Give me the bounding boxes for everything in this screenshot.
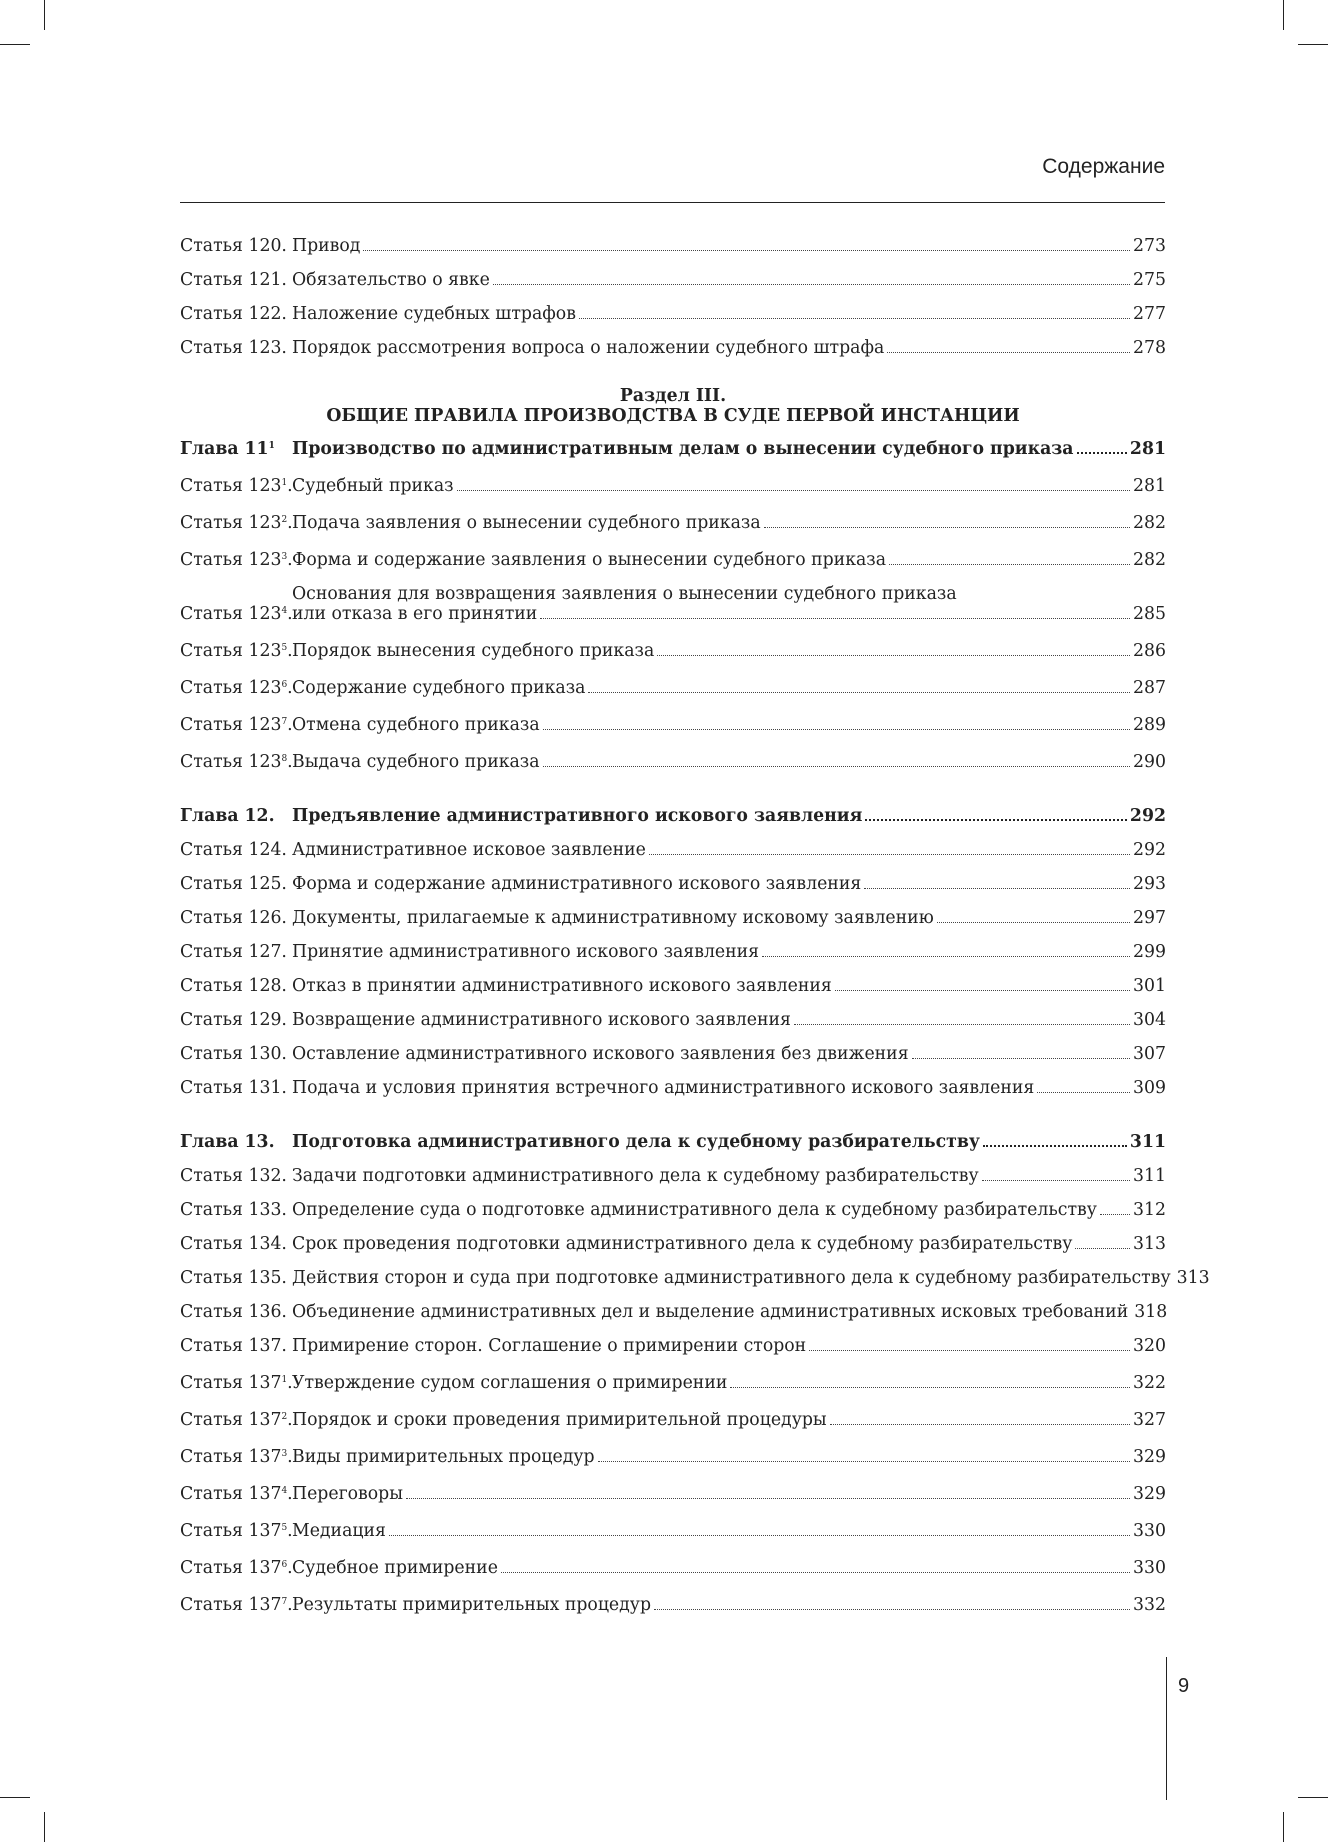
toc-entry[interactable] (180, 1592, 1166, 1615)
entry-title: Форма и содержание административного искового заявления (292, 874, 862, 894)
entry-title: Судебный приказ (292, 476, 454, 496)
crop-mark (0, 1797, 30, 1798)
entry-number: Статья 128. (180, 976, 287, 996)
entry-number: Статья 122. (180, 304, 287, 324)
leader-dots (835, 989, 1130, 991)
leader-dots (457, 489, 1130, 491)
entry-title: Объединение административных дел и выделение административных исковых требований (292, 1302, 1129, 1322)
toc-group (180, 1166, 1210, 1356)
entry-title: Отмена судебного приказа (292, 715, 540, 735)
leader-dots (982, 1179, 1130, 1181)
entry-page: 292 (1133, 840, 1166, 860)
leader-dots (501, 1571, 1130, 1573)
leader-dots (598, 1460, 1130, 1462)
leader-dots (937, 921, 1130, 923)
entry-number: Глава 13. (180, 1132, 275, 1152)
entry-page: 282 (1133, 550, 1166, 570)
crop-mark (1298, 1797, 1328, 1798)
entry-page: 313 (1176, 1268, 1210, 1288)
entry-page: 287 (1133, 678, 1166, 698)
entry-page: 329 (1133, 1447, 1166, 1467)
entry-title: Определение суда о подготовке административного дела к судебному разбирательству (292, 1200, 1097, 1220)
toc-entry[interactable] (180, 338, 1166, 358)
entry-title: Форма и содержание заявления о вынесении судебного приказа (292, 550, 887, 570)
entry-title: Административное исковое заявление (292, 840, 646, 860)
leader-dots (493, 283, 1130, 285)
entry-number: Статья $123^1$. (180, 476, 293, 496)
entry-page: 332 (1133, 1595, 1166, 1615)
entry-page: 273 (1133, 236, 1166, 256)
entry-title: Задачи подготовки административного дела к судебному разбирательству (292, 1166, 979, 1186)
entry-number: Статья $137^3$. (180, 1447, 293, 1467)
entry-title: Порядок рассмотрения вопроса о наложении судебного штрафа (292, 338, 885, 358)
entry-page: 281 (1129, 439, 1166, 459)
toc-entry[interactable] (180, 874, 1166, 894)
entry-title: Принятие административного искового заявления (292, 942, 760, 962)
section-title: ОБЩИЕ ПРАВИЛА ПРОИЗВОДСТВА В СУДЕ ПЕРВОЙ ИНСТАНЦИИ (326, 406, 1020, 426)
entry-number: Глава $11^1$ (180, 439, 275, 459)
entry-number: Статья 133. (180, 1200, 287, 1220)
entry-page: 293 (1133, 874, 1166, 894)
entry-title: Утверждение судом соглашения о примирении (292, 1373, 728, 1393)
entry-page: 286 (1133, 641, 1166, 661)
toc-chapter-entry[interactable] (180, 436, 1166, 459)
entry-page: 275 (1133, 270, 1166, 290)
entry-number: Статья 130. (180, 1044, 287, 1064)
leader-dots (864, 887, 1130, 889)
toc-group (180, 236, 1166, 358)
toc-chapter-entry[interactable] (180, 806, 1166, 826)
entry-title: Производство по административным делам о вынесении судебного приказа (292, 439, 1074, 459)
entry-number: Статья $123^2$. (180, 513, 293, 533)
entry-number: Статья $137^7$. (180, 1595, 293, 1615)
leader-dots (540, 617, 1130, 619)
toc-group (180, 638, 1166, 772)
toc-group (180, 840, 1166, 1098)
entry-page: 299 (1133, 942, 1166, 962)
entry-number: Статья $123^6$. (180, 678, 293, 698)
toc-group (180, 1370, 1166, 1615)
entry-title: Действия сторон и суда при подготовке административного дела к судебному разбирательству (292, 1268, 1171, 1288)
leader-dots (762, 955, 1130, 957)
entry-title: Подача и условия принятия встречного административного искового заявления (292, 1078, 1035, 1098)
toc-entry[interactable] (180, 1268, 1210, 1288)
entry-title: Документы, прилагаемые к административному исковому заявлению (292, 908, 934, 928)
entry-title: Срок проведения подготовки административного дела к судебному разбирательству (292, 1234, 1073, 1254)
entry-number: Статья 121. (180, 270, 287, 290)
toc-entry[interactable] (180, 976, 1166, 996)
entry-number: Статья 136. (180, 1302, 287, 1322)
leader-dots (406, 1497, 1130, 1499)
toc-entry[interactable] (180, 1302, 1166, 1322)
toc-entry[interactable] (180, 1336, 1166, 1356)
toc-entry[interactable] (180, 270, 1166, 290)
entry-page: 327 (1133, 1410, 1166, 1430)
entry-number: Статья 125. (180, 874, 287, 894)
entry-page: 318 (1134, 1302, 1168, 1322)
entry-page: 307 (1133, 1044, 1166, 1064)
toc-entry[interactable] (180, 1166, 1166, 1186)
leader-dots (764, 526, 1130, 528)
toc-entry[interactable] (180, 510, 1166, 533)
leader-dots (1075, 1247, 1130, 1249)
crop-mark (44, 0, 45, 30)
crop-mark (1298, 44, 1328, 45)
entry-number: Статья 134. (180, 1234, 287, 1254)
toc-entry[interactable] (180, 942, 1166, 962)
entry-number: Статья 137. (180, 1336, 287, 1356)
entry-page: 330 (1133, 1521, 1166, 1541)
entry-number: Статья $137^4$. (180, 1484, 293, 1504)
toc-entry[interactable] (180, 1444, 1166, 1467)
entry-title: Медиация (292, 1521, 386, 1541)
leader-dots (1077, 451, 1127, 454)
entry-number: Статья $137^6$. (180, 1558, 293, 1578)
leader-dots (543, 728, 1130, 730)
toc-entry[interactable] (180, 675, 1166, 698)
leader-dots (889, 563, 1130, 565)
toc-entry[interactable] (180, 638, 1166, 661)
toc-entry[interactable] (180, 584, 1166, 624)
entry-page: 329 (1133, 1484, 1166, 1504)
entry-page: 278 (1133, 338, 1166, 358)
entry-number: Статья $123^4$. (180, 604, 293, 624)
leader-dots (912, 1057, 1130, 1059)
toc-entry[interactable] (180, 1010, 1166, 1030)
leader-dots (657, 654, 1130, 656)
entry-page: 290 (1133, 752, 1166, 772)
entry-title: Подготовка административного дела к судебному разбирательству (292, 1132, 980, 1152)
leader-dots (1037, 1091, 1130, 1093)
entry-title: Отказ в принятии административного искового заявления (292, 976, 832, 996)
entry-number: Статья $137^5$. (180, 1521, 293, 1541)
toc-entry[interactable] (180, 1518, 1166, 1541)
entry-title: Результаты примирительных процедур (292, 1595, 652, 1615)
entry-page: 312 (1133, 1200, 1166, 1220)
toc-entry[interactable] (180, 908, 1166, 928)
entry-page: 311 (1129, 1132, 1166, 1152)
entry-title: Обязательство о явке (292, 270, 490, 290)
entry-page: 322 (1133, 1373, 1166, 1393)
entry-number: Статья 123. (180, 338, 287, 358)
crop-mark (0, 44, 30, 45)
entry-title: Предъявление административного искового заявления (292, 806, 863, 826)
entry-page: 320 (1133, 1336, 1166, 1356)
toc-entry[interactable] (180, 840, 1166, 860)
leader-dots (588, 691, 1130, 693)
page-number: 9 (1178, 1675, 1190, 1697)
entry-page: 289 (1133, 715, 1166, 735)
entry-title: Выдача судебного приказа (292, 752, 540, 772)
leader-dots (830, 1423, 1130, 1425)
toc-entry[interactable] (180, 547, 1166, 570)
entry-title: Судебное примирение (292, 1558, 498, 1578)
entry-title: Содержание судебного приказа (292, 678, 586, 698)
toc-entry[interactable] (180, 1481, 1166, 1504)
entry-page: 313 (1133, 1234, 1166, 1254)
entry-page: 311 (1133, 1166, 1166, 1186)
toc-entry[interactable] (180, 1200, 1166, 1220)
entry-number: Статья $123^5$. (180, 641, 293, 661)
leader-dots (1100, 1213, 1130, 1215)
toc-entry[interactable] (180, 1234, 1166, 1254)
toc-chapter (180, 436, 1166, 459)
entry-page: 292 (1129, 806, 1166, 826)
crop-mark (44, 1812, 45, 1842)
entry-title: Переговоры (292, 1484, 403, 1504)
entry-title: Порядок и сроки проведения примирительной процедуры (292, 1410, 827, 1430)
entry-title: Подача заявления о вынесении судебного приказа (292, 513, 761, 533)
entry-number: Статья $137^1$. (180, 1373, 293, 1393)
leader-dots (543, 765, 1130, 767)
leader-dots (983, 1144, 1127, 1147)
entry-number: Статья 120. (180, 236, 287, 256)
entry-title: Примирение сторон. Соглашение о примирении сторон (292, 1336, 807, 1356)
entry-title: Порядок вынесения судебного приказа (292, 641, 655, 661)
page-number-rule (1166, 1657, 1167, 1800)
toc-entry[interactable] (180, 1555, 1166, 1578)
entry-number: Статья 126. (180, 908, 287, 928)
toc-entry[interactable] (180, 236, 1166, 256)
entry-number: Статья 135. (180, 1268, 287, 1288)
entry-page: 281 (1133, 476, 1166, 496)
entry-title: Оставление административного искового заявления без движения (292, 1044, 909, 1064)
entry-number: Статья 129. (180, 1010, 287, 1030)
entry-number: Статья 132. (180, 1166, 287, 1186)
entry-number: Статья $123^3$. (180, 550, 293, 570)
entry-page: 297 (1133, 908, 1166, 928)
entry-page: 277 (1133, 304, 1166, 324)
entry-page: 282 (1133, 513, 1166, 533)
section-number: Раздел III. (619, 386, 727, 406)
entry-title: Наложение судебных штрафов (292, 304, 576, 324)
leader-dots (579, 317, 1130, 319)
entry-title: Виды примирительных процедур (292, 1447, 595, 1467)
toc-entry[interactable] (180, 1044, 1166, 1064)
entry-number: Статья 131. (180, 1078, 287, 1098)
entry-number: Глава 12. (180, 806, 275, 826)
entry-page: 309 (1133, 1078, 1166, 1098)
leader-dots (389, 1534, 1130, 1536)
entry-page: 285 (1133, 604, 1166, 624)
entry-number: Статья $123^8$. (180, 752, 293, 772)
section-heading (180, 386, 1166, 426)
crop-mark (1283, 0, 1284, 30)
crop-mark (1283, 1812, 1284, 1842)
entry-title-continued: или отказа в его принятии (292, 604, 538, 624)
toc-chapter-entry[interactable] (180, 1132, 1166, 1152)
entry-number: Статья $123^7$. (180, 715, 293, 735)
toc-entry[interactable] (180, 1407, 1166, 1430)
entry-title: Привод (292, 236, 361, 256)
leader-dots (887, 351, 1130, 353)
toc-entry[interactable] (180, 1078, 1166, 1098)
entry-number: Статья 124. (180, 840, 287, 860)
leader-dots (654, 1608, 1130, 1610)
toc-group (180, 473, 1166, 570)
entry-page: 304 (1133, 1010, 1166, 1030)
header-rule (180, 202, 1165, 203)
leader-dots (794, 1023, 1130, 1025)
leader-dots (363, 249, 1130, 251)
entry-title: Основания для возвращения заявления о вынесении судебного приказа (292, 584, 957, 604)
entry-title: Возвращение административного искового заявления (292, 1010, 791, 1030)
toc-entry[interactable] (180, 473, 1166, 496)
toc-entry[interactable] (180, 304, 1166, 324)
running-header: Содержание (1042, 155, 1165, 178)
leader-dots (649, 853, 1130, 855)
toc-chapter (180, 806, 1166, 826)
toc-entry[interactable] (180, 1370, 1166, 1393)
entry-page: 330 (1133, 1558, 1166, 1578)
leader-dots (865, 818, 1127, 821)
entry-number: Статья 127. (180, 942, 287, 962)
toc-entry[interactable] (180, 749, 1166, 772)
table-of-contents (180, 236, 1210, 1629)
toc-chapter (180, 1132, 1166, 1152)
entry-number: Статья $137^2$. (180, 1410, 293, 1430)
toc-entry[interactable] (180, 712, 1166, 735)
leader-dots (730, 1386, 1130, 1388)
leader-dots (809, 1349, 1130, 1351)
entry-page: 301 (1133, 976, 1166, 996)
